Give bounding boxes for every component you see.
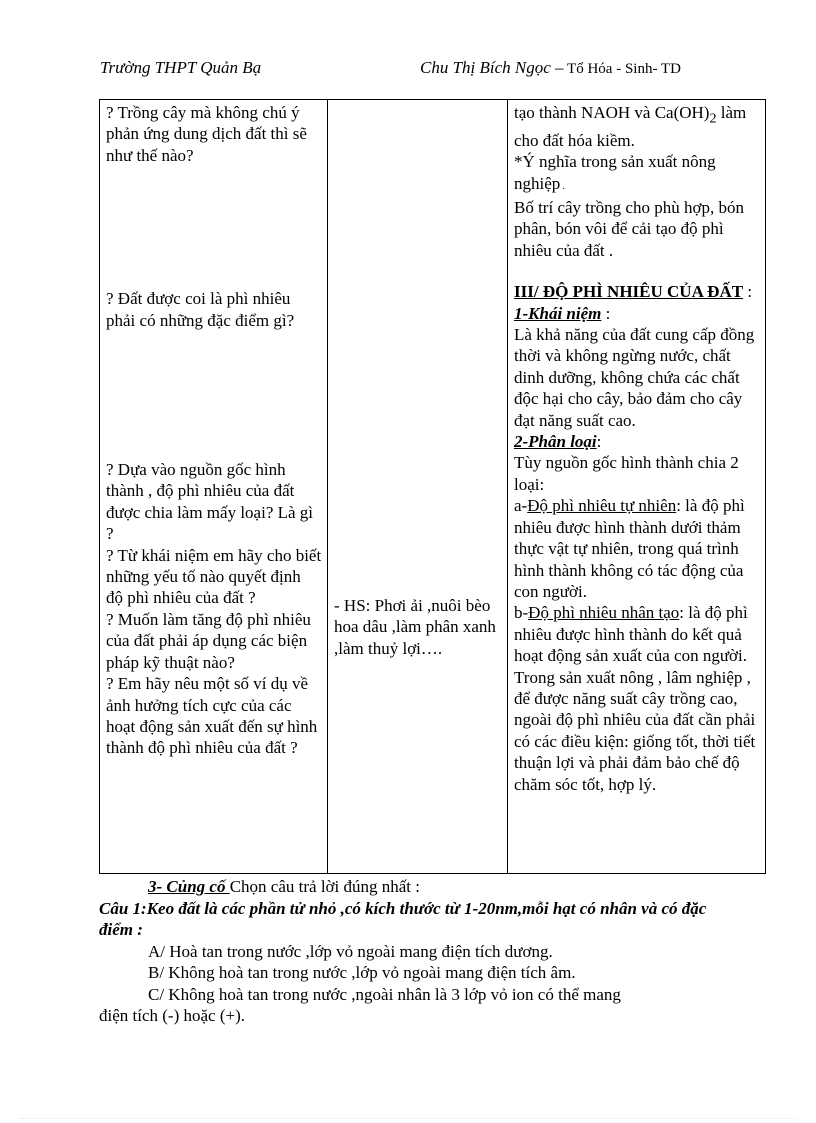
question-1: ? Trồng cây mà không chú ý phản ứng dung dịch đất thì sẽ như thế nào?	[106, 103, 307, 165]
artificial-text: : là độ phì nhiêu được hình thành do kết quả hoạt động sản xuất của con người.	[514, 603, 748, 666]
question-4: ? Từ khái niệm em hãy cho biết những yếu tố nào quyết định độ phì nhiêu của đất ?	[106, 545, 322, 608]
classification-heading	[514, 431, 760, 452]
page-edge-divider	[20, 1118, 796, 1119]
student-answer: - HS: Phơi ải ,nuôi bèo hoa dâu ,làm phân xanh ,làm thuỷ lợi….	[334, 596, 496, 658]
question-3: ? Dựa vào nguồn gốc hình thành , độ phì nhiêu của đất được chia làm mấy loại? Là gì ?	[106, 460, 314, 544]
consolidation-instruction: Chọn câu trả lời đúng nhất :	[229, 877, 421, 896]
consolidation-label: 3- Củng cố	[148, 877, 230, 896]
content-line-1-pre: tạo thành NAOH và Ca(OH)	[514, 103, 710, 122]
teacher-name	[420, 58, 681, 78]
school-name: Trường THPT Quản Bạ	[100, 58, 262, 77]
question-5: ? Muốn làm tăng độ phì nhiêu của đất phải áp dụng các biện pháp kỹ thuật nào?	[106, 609, 311, 672]
content-column	[508, 100, 766, 874]
question-6: ? Em hãy nêu một số ví dụ về ảnh hưởng tích cực của các hoạt động sản xuất đến sự hình thành độ phì nhiêu của đất ?	[106, 674, 318, 758]
concept-title: 1-Khái niệm	[514, 303, 602, 323]
option-c-line-1: C/ Không hoà tan trong nước ,ngoài nhân là 3 lớp vỏ ion có thể mang	[148, 984, 621, 1004]
concept-heading	[514, 303, 760, 324]
question-2: ? Đất được coi là phì nhiêu phải có những đặc điểm gì?	[106, 289, 295, 330]
student-activity-column	[328, 100, 508, 874]
section-heading	[514, 281, 760, 302]
section-colon: :	[743, 282, 753, 302]
teacher-name-text: Chu Thị Bích Ngọc –	[420, 58, 564, 77]
option-a: A/ Hoà tan trong nước ,lớp vỏ ngoài mang điện tích dương.	[148, 941, 553, 961]
natural-prefix: a-	[514, 496, 528, 516]
table-row	[100, 100, 766, 874]
consolidation-section	[99, 876, 739, 1027]
option-b: B/ Không hoà tan trong nước ,lớp vỏ ngoài mang điện tích âm.	[148, 963, 576, 982]
artificial-fertility	[514, 602, 760, 666]
content-line-1	[514, 102, 760, 151]
meaning-heading	[514, 151, 760, 197]
page-header	[100, 58, 720, 82]
natural-fertility	[514, 495, 760, 602]
concept-text: Là khả năng của đất cung cấp đồng thời và không ngừng nước, chất dinh dưỡng, không chứa các chất độc hại cho cây, bảo đảm cho cây đạt năng suất cao.	[514, 325, 755, 430]
section-title: III/ ĐỘ PHÌ NHIÊU CỦA ĐẤT	[514, 282, 744, 302]
artificial-title: Độ phì nhiêu nhân tạo	[528, 603, 680, 623]
consolidation-heading	[99, 876, 739, 898]
natural-text: : là độ phì nhiêu được hình thành dưới thảm thực vật tự nhiên, trong quá trình hình thành không có tác động của con người.	[514, 496, 745, 601]
content-subscript: 2	[709, 110, 717, 127]
natural-title: Độ phì nhiêu tự nhiên	[527, 496, 677, 516]
classification-text: Tùy nguồn gốc hình thành chia 2 loại:	[514, 453, 739, 494]
lesson-table	[99, 99, 766, 874]
classification-colon: :	[596, 432, 602, 452]
content-line-1-post: làm cho đất hóa kiềm.	[514, 103, 747, 150]
question-text: Câu 1:Keo đất là các phần tử nhỏ ,có kích thước từ 1-20nm,mỗi hạt có nhân và có đặc điểm :	[99, 898, 707, 939]
meaning-dot: .	[560, 180, 565, 191]
teacher-questions-column	[100, 100, 328, 874]
meaning-text: Bố trí cây trồng cho phù hợp, bón phân, bón vôi để cải tạo độ phì nhiêu của đất .	[514, 198, 744, 260]
department-name: Tổ Hóa - Sinh- TD	[563, 61, 681, 77]
concept-colon: :	[601, 303, 611, 323]
closing-text: Trong sản xuất nông , lâm nghiệp , để được năng suất cây trồng cao, ngoài độ phì nhiêu của đất cần phải có các điều kiện: giống tốt, thời tiết thuận lợi và phải đảm bảo chế độ chăm sóc tốt, hợp lý.	[514, 667, 756, 794]
option-c-line-2: điện tích (-) hoặc (+).	[99, 1006, 245, 1025]
artificial-prefix: b-	[514, 603, 529, 623]
classification-title: 2-Phân loại	[514, 432, 597, 452]
meaning-title: *Ý nghĩa trong sản xuất nông nghiệp	[514, 152, 716, 193]
